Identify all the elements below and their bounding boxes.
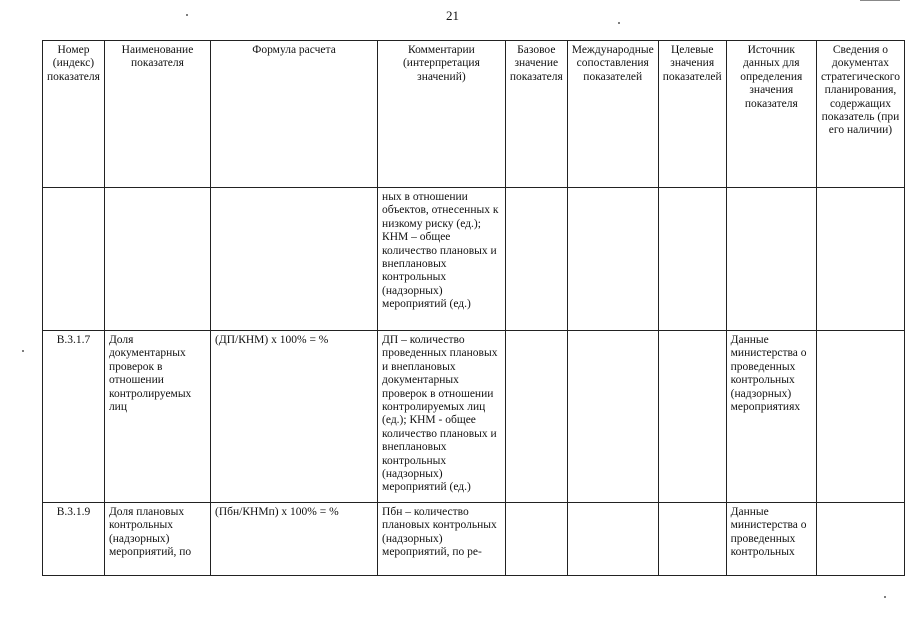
- indicators-table: [42, 40, 905, 576]
- cell-index: В.3.1.9: [43, 503, 105, 576]
- cell-target-values: [658, 503, 726, 576]
- cell-data-source: Данные министерства о проведенных контрольных (надзорных) мероприятиях: [726, 331, 816, 503]
- table-row: [43, 331, 905, 503]
- cell-data-source: [726, 188, 816, 331]
- header-intl-comparison: Международные сопоставления показателей: [567, 41, 658, 188]
- cell-intl-comparison: [567, 331, 658, 503]
- cell-planning-docs: [816, 188, 904, 331]
- scan-speck: [618, 22, 620, 24]
- table-row: [43, 188, 905, 331]
- page-number: 21: [446, 8, 459, 23]
- cell-planning-docs: [816, 503, 904, 576]
- cell-intl-comparison: [567, 188, 658, 331]
- cell-base-value: [505, 503, 567, 576]
- header-formula: Формула расчета: [211, 41, 378, 188]
- cell-data-source: Данные министерства о проведенных контрольных: [726, 503, 816, 576]
- table-row: [43, 503, 905, 576]
- cell-comment: ных в отношении объектов, отнесенных к низкому риску (ед.); КНМ – общее количество плановых и внеплановых контрольных (надзорных) мероприятий (ед.): [378, 188, 506, 331]
- header-target-values: Целевые значения показателей: [658, 41, 726, 188]
- header-planning-docs: Сведения о документах стратегического планирования, содержащих показатель (при его наличии): [816, 41, 904, 188]
- header-base-value: Базовое значение показателя: [505, 41, 567, 188]
- header-comment: Комментарии (интерпретация значений): [378, 41, 506, 188]
- cell-target-values: [658, 331, 726, 503]
- cell-formula: (ДП/КНМ) х 100% = %: [211, 331, 378, 503]
- cell-name: Доля документарных проверок в отношении контролируемых лиц: [104, 331, 210, 503]
- cell-base-value: [505, 331, 567, 503]
- cell-comment: ДП – количество проведенных плановых и внеплановых документарных проверок в отношении контролируемых лиц (ед.); КНМ - общее количество плановых и внеплановых контрольных (надзорных) мероприятий (ед.): [378, 331, 506, 503]
- header-data-source: Источник данных для определения значения показателя: [726, 41, 816, 188]
- cell-intl-comparison: [567, 503, 658, 576]
- scan-speck: [884, 596, 886, 598]
- cell-comment: Пбн – количество плановых контрольных (надзорных) мероприятий, по ре-: [378, 503, 506, 576]
- cell-name: Доля плановых контрольных (надзорных) мероприятий, по: [104, 503, 210, 576]
- cell-index: [43, 188, 105, 331]
- cell-formula: (Пбн/КНМп) х 100% = %: [211, 503, 378, 576]
- scan-speck: [186, 14, 188, 16]
- cell-target-values: [658, 188, 726, 331]
- cell-base-value: [505, 188, 567, 331]
- scan-speck: [22, 350, 24, 352]
- cell-index: В.3.1.7: [43, 331, 105, 503]
- header-name: Наименование показателя: [104, 41, 210, 188]
- scan-speck: [860, 0, 900, 1]
- cell-planning-docs: [816, 331, 904, 503]
- cell-formula: [211, 188, 378, 331]
- cell-name: [104, 188, 210, 331]
- header-index: Номер (индекс) показателя: [43, 41, 105, 188]
- table-header-row: [43, 41, 905, 188]
